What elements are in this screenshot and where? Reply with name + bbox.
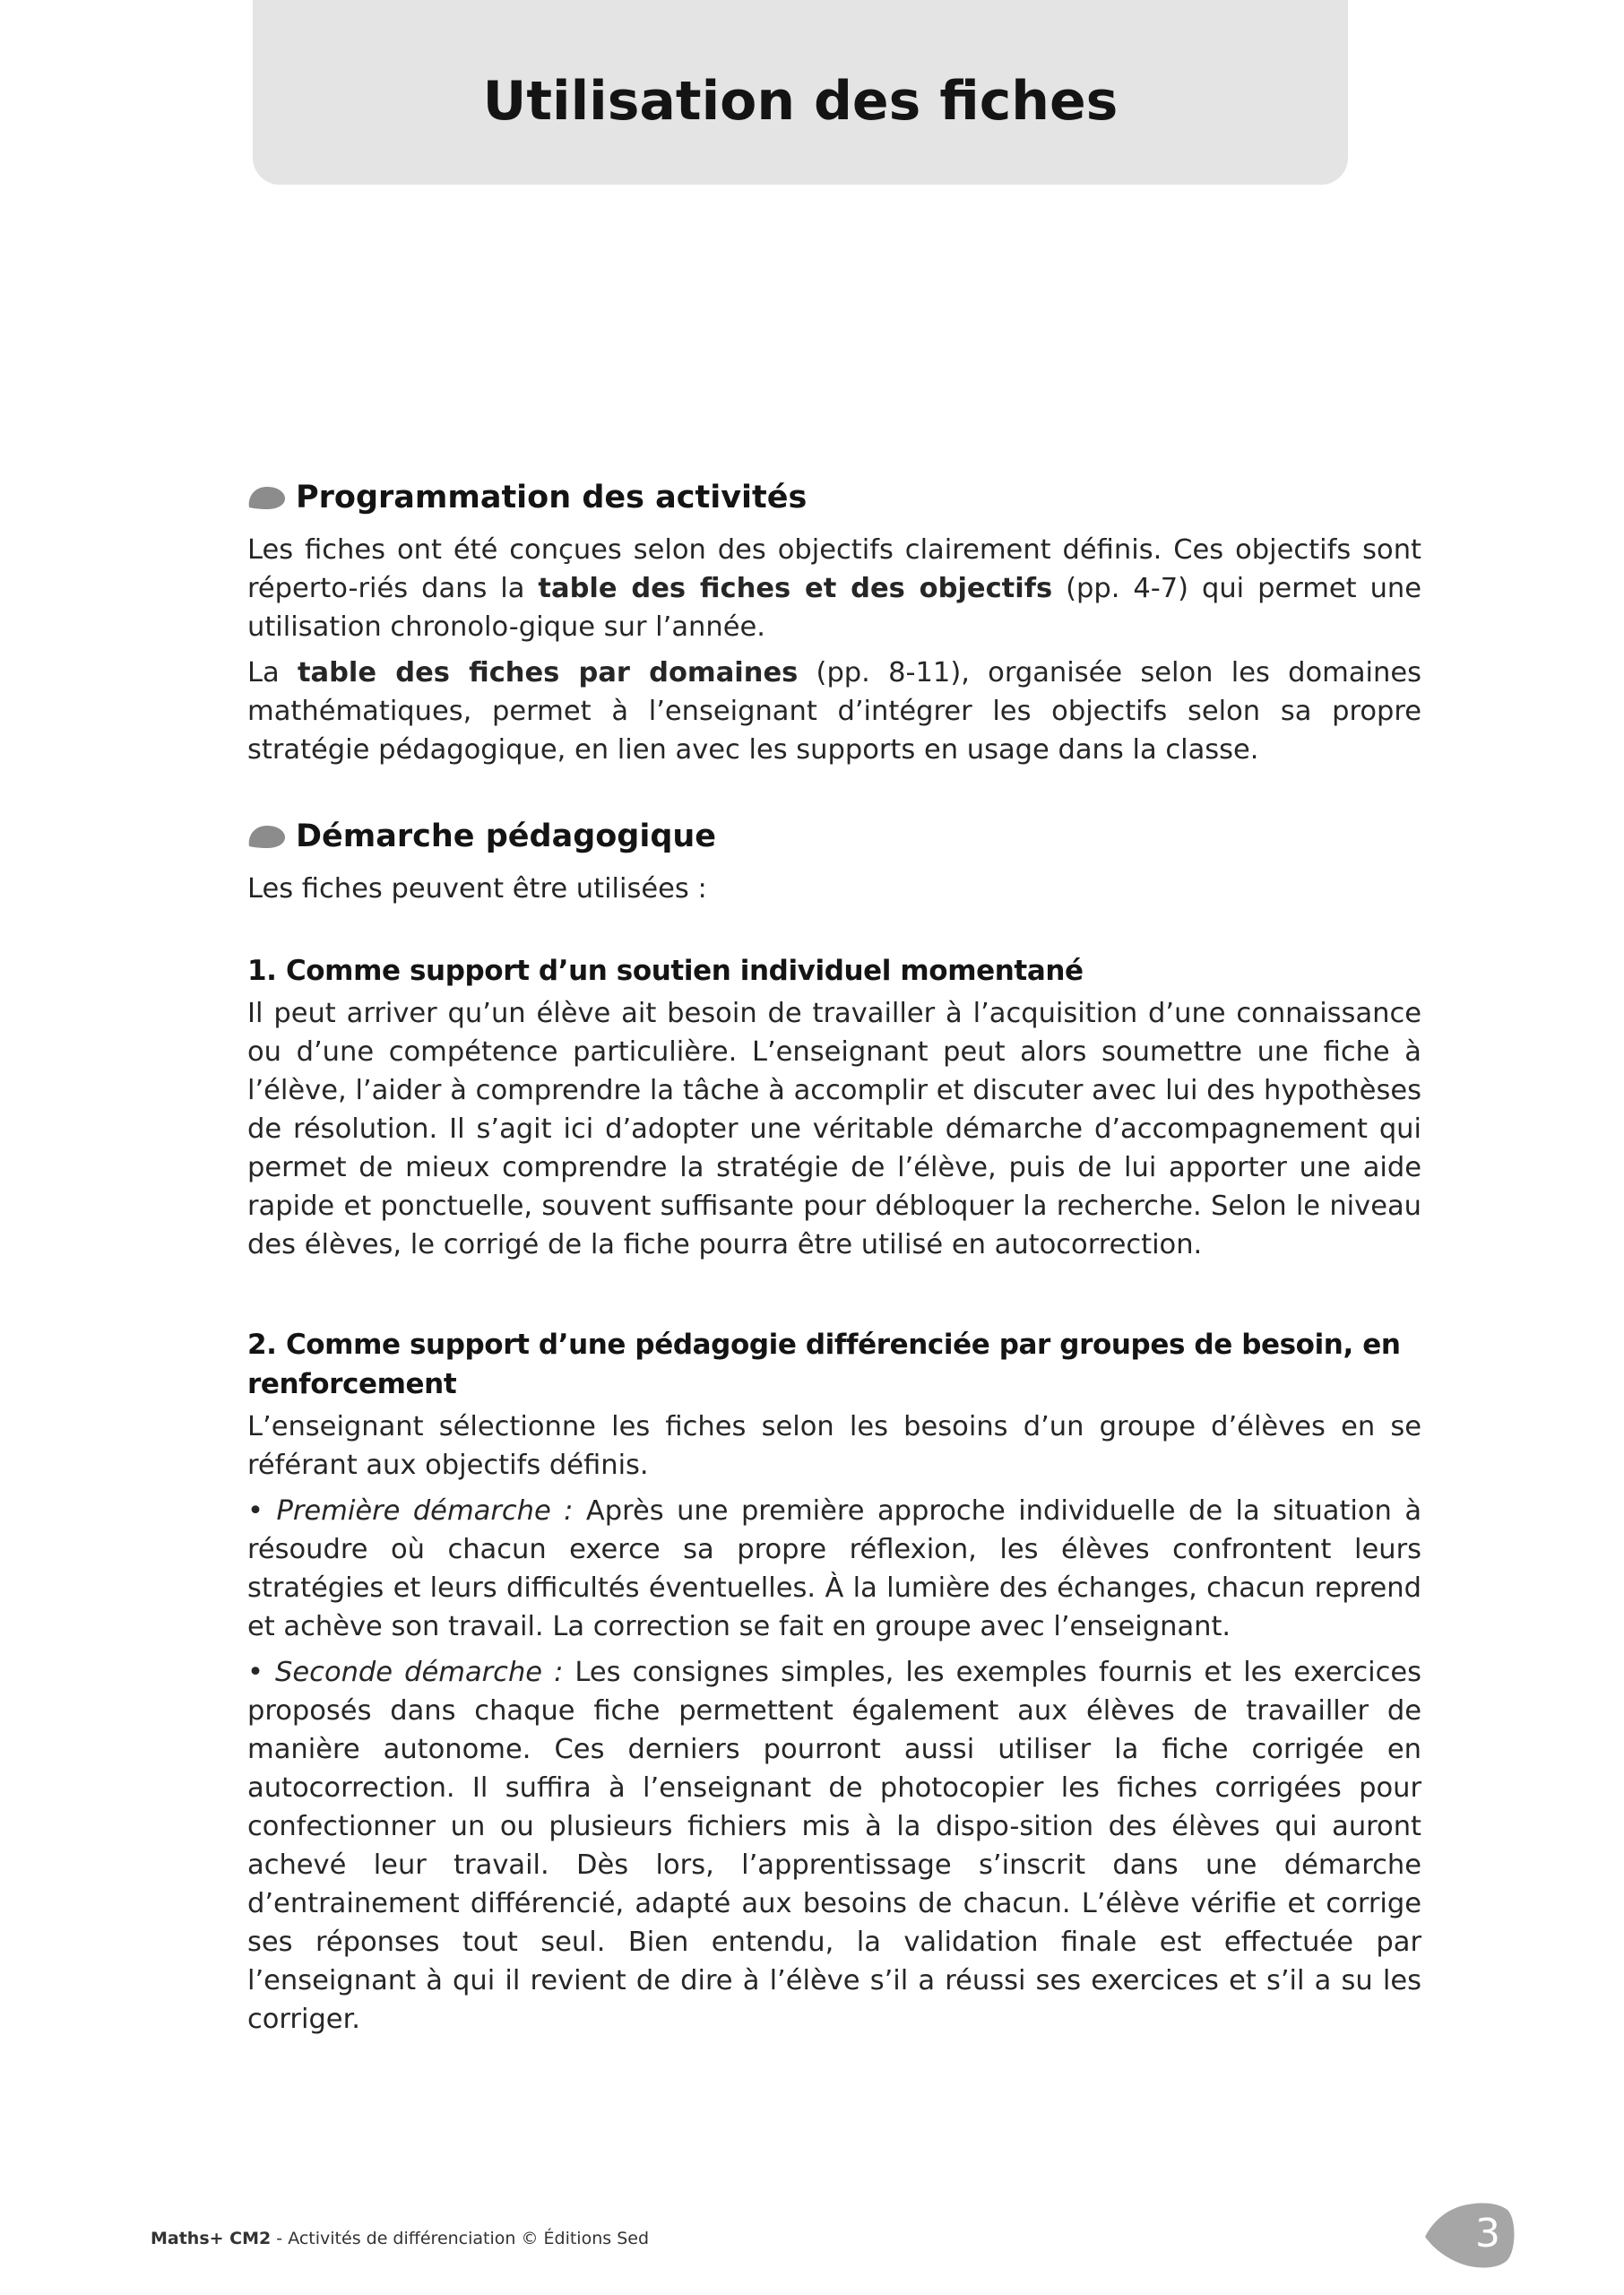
page-number: 3 — [1475, 2211, 1500, 2256]
subheading-soutien-individuel: 1. Comme support d’un soutien individuel momentané — [247, 955, 1084, 987]
paragraph-pedagogie-differenciee: L’enseignant sélectionne les fiches selon les besoins d’un groupe d’élèves en se référant aux objectifs définis. — [247, 1411, 1421, 1481]
bullet-premiere-demarche: • Première démarche : Après une première approche individuelle de la situation à résoudre où chacun exerce sa propre réflexion, les élèves confrontent leurs stratégies et leurs difficultés éventuelles. À la lumière des échanges, chacun reprend et achève son travail. La correction se fait en groupe avec l’enseignant. — [247, 1495, 1422, 1642]
main-content — [247, 475, 1421, 2046]
title-banner — [253, 0, 1348, 185]
paragraph-programmation-2: La table des fiches par domaines (pp. 8-11), organisée selon les domaines mathématiques, permet à l’enseignant d’intégrer les objectifs selon sa propre stratégie pédagogique, en lien avec les supports en usage dans la classe. — [247, 657, 1421, 766]
bullet-label: Seconde démarche : — [275, 1657, 564, 1688]
subheading-pedagogie-differenciee: 2. Comme support d’une pédagogie différenciée par groupes de besoin, en renforcement — [247, 1329, 1401, 1400]
paragraph-soutien-individuel: Il peut arriver qu’un élève ait besoin de travailler à l’acquisition d’une connaissance ou d’une compétence particulière. L’enseignant peut alors soumettre une fiche à l’élève, l’aider à comprendre la tâche à accomplir et discuter avec lui des hypothèses de résolution. Il s’agit ici d’adopter une véritable démarche d’accompagnement qui permet de mieux comprendre la stratégie de l’élève, puis de lui apporter une aide rapide et ponctuelle, souvent suffisante pour débloquer la recherche. Selon le niveau des élèves, le corrigé de la fiche pourra être utilisé en autocorrection. — [247, 998, 1421, 1260]
bold-term: table des fiches et des objectifs — [538, 573, 1053, 604]
section-heading-text: Programmation des activités — [296, 480, 808, 515]
section-bullet-icon — [246, 823, 287, 850]
paragraph-programmation-1: Les fiches ont été conçues selon des objectifs clairement définis. Ces objectifs sont réperto-riés dans la table des fiches et des objectifs (pp. 4-7) qui permet une utilisation chronolo-gique sur l’année. — [247, 534, 1421, 643]
paragraph-demarche-intro: Les fiches peuvent être utilisées : — [247, 873, 707, 905]
footer-book-title: Maths+ CM2 — [151, 2229, 272, 2248]
section-heading-programmation — [246, 475, 1421, 520]
section-bullet-icon — [246, 484, 287, 511]
page-title: Utilisation des fiches — [482, 70, 1119, 133]
page-number-badge — [1423, 2199, 1516, 2271]
section-heading-demarche — [246, 814, 1421, 859]
footer-credit — [151, 2229, 649, 2248]
footer-text: - Activités de différenciation © Éditions Sed — [271, 2229, 650, 2248]
section-heading-text: Démarche pédagogique — [296, 818, 717, 854]
bullet-label: Première démarche : — [276, 1495, 574, 1527]
bullet-seconde-demarche: • Seconde démarche : Les consignes simples, les exemples fournis et les exercices proposés dans chaque fiche permettent également aux élèves de travailler de manière autonome. Ces derniers pourront aussi utiliser la fiche corrigée en autocorrection. Il suffira à l’enseignant de photocopier les fiches corrigées pour confectionner un ou plusieurs fichiers mis à la dispo-sition des élèves qui auront achevé leur travail. Dès lors, l’apprentissage s’inscrit dans une démarche d’entrainement différencié, adapté aux besoins de chacun. L’élève vérifie et corrige ses réponses tout seul. Bien entendu, la validation finale est effectuée par l’enseignant à qui il revient de dire à l’élève s’il a réussi ses exercices et s’il a su les corriger. — [247, 1657, 1422, 2035]
bold-term: table des fiches par domaines — [297, 657, 799, 688]
